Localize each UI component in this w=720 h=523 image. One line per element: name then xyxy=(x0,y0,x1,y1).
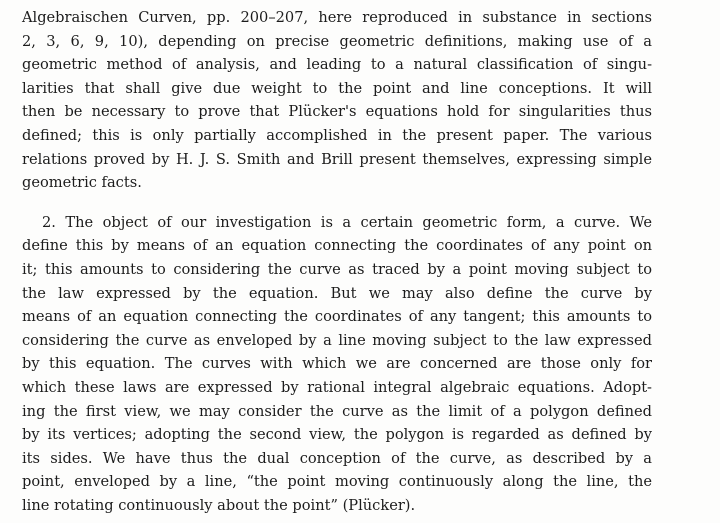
text-line: it; this amounts to considering the curve as traced by a point moving subject to xyxy=(22,260,652,278)
text-line: considering the curve as enveloped by a line moving subject to the law expressed xyxy=(22,331,652,349)
text-line: the law expressed by the equation. But we may also define the curve by xyxy=(22,284,652,302)
text-line: by its vertices; adopting the second view, the polygon is regarded as defined by xyxy=(22,426,652,444)
text-body xyxy=(22,6,652,517)
text-line: defined; this is only partially accomplished in the present paper. The various xyxy=(22,126,652,144)
text-line: then be necessary to prove that Plücker's equations hold for singularities thus xyxy=(22,103,652,121)
text-line: 2. The object of our investigation is a certain geometric form, a curve. We xyxy=(42,213,652,231)
text-line: ing the first view, we may consider the curve as the limit of a polygon defined xyxy=(22,402,652,420)
text-line: 2, 3, 6, 9, 10), depending on precise geometric definitions, making use of a xyxy=(22,32,652,50)
text-line: Algebraischen Curven, pp. 200–207, here reproduced in substance in sections xyxy=(22,9,652,26)
text-line: means of an equation connecting the coordinates of any tangent; this amounts to xyxy=(22,308,652,326)
text-line: by this equation. The curves with which we are concerned are those only for xyxy=(22,355,652,373)
text-line: which these laws are expressed by rational integral algebraic equations. Adopt- xyxy=(22,378,652,396)
text-line: larities that shall give due weight to the point and line conceptions. It will xyxy=(22,79,652,97)
paragraph-2 xyxy=(22,211,652,518)
text-line: relations proved by H. J. S. Smith and Brill present themselves, expressing simple xyxy=(22,150,652,168)
text-line: line rotating continuously about the point” (Plücker). xyxy=(22,496,416,514)
paragraph-gap xyxy=(22,195,652,211)
text-line: geometric facts. xyxy=(22,174,142,192)
text-line: its sides. We have thus the dual conception of the curve, as described by a xyxy=(22,449,652,467)
text-line: geometric method of analysis, and leading to a natural classification of singu- xyxy=(22,56,652,74)
text-line: define this by means of an equation connecting the coordinates of any point on xyxy=(22,237,652,255)
paragraph-1 xyxy=(22,6,652,195)
text-line: point, enveloped by a line, “the point moving continuously along the line, the xyxy=(22,473,652,491)
